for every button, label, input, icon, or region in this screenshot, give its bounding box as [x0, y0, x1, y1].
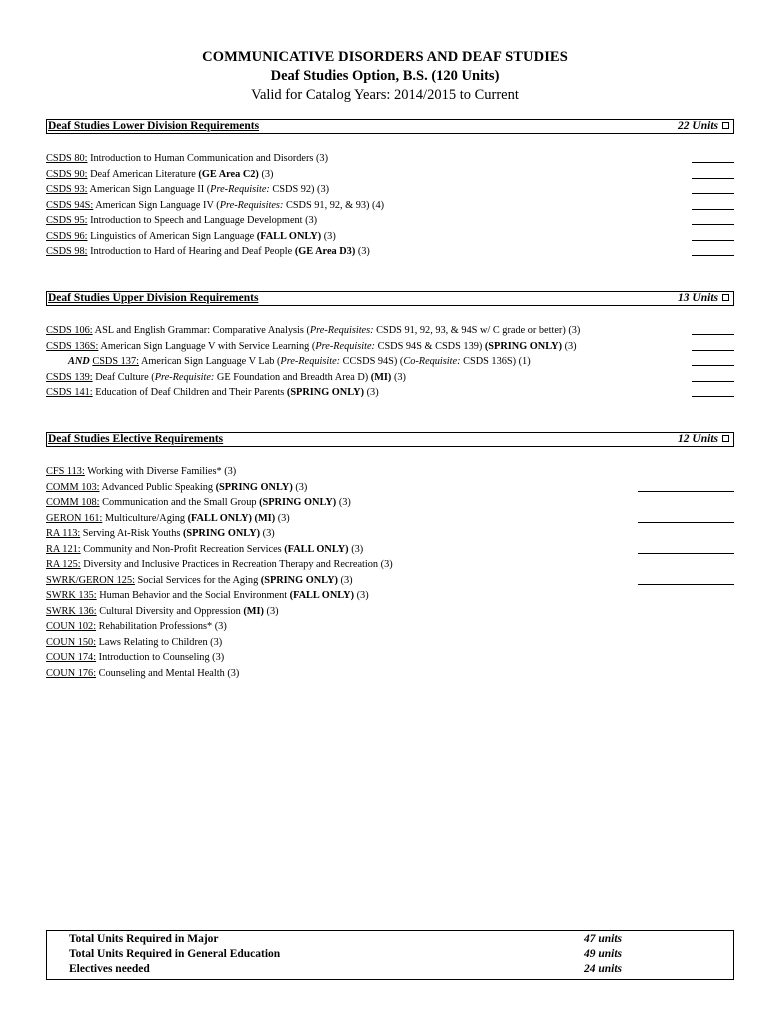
course-code: CSDS 90: [46, 168, 88, 180]
course-list-lower-division [46, 151, 734, 260]
course-text [46, 323, 580, 339]
course-text [46, 666, 239, 682]
course-description: GE Foundation and Breadth Area D) [214, 371, 371, 383]
completion-blank[interactable] [638, 584, 734, 585]
course-row [46, 244, 734, 260]
checkbox[interactable] [722, 122, 729, 129]
completion-blank[interactable] [692, 396, 734, 397]
course-note: Pre-Requisites: [219, 199, 284, 211]
course-note: AND [68, 356, 90, 367]
completion-blank[interactable] [692, 209, 734, 210]
course-description: Serving At-Risk Youths [80, 528, 183, 539]
course-row [46, 588, 734, 604]
course-note: Pre-Requisites: [309, 325, 374, 336]
course-code: COUN 102: [46, 621, 97, 632]
course-description: (3) [562, 340, 577, 352]
course-code: COUN 176: [46, 667, 97, 679]
course-text [46, 635, 222, 651]
course-description: (3) [364, 387, 379, 398]
course-row [46, 464, 734, 480]
course-row [46, 213, 734, 229]
course-text [46, 229, 336, 245]
course-description: (3) [354, 590, 369, 601]
course-code: CSDS 106: [46, 325, 93, 336]
course-description: Counseling and Mental Health (3) [96, 667, 240, 679]
course-description: Community and Non-Profit Recreation Services [80, 543, 285, 555]
course-note: (SPRING ONLY) [260, 574, 338, 586]
course-text [46, 167, 273, 183]
course-row [46, 557, 734, 573]
course-description: (3) [275, 512, 290, 524]
completion-blank[interactable] [692, 334, 734, 335]
course-text [46, 182, 329, 198]
completion-blank[interactable] [638, 522, 734, 523]
course-code: CSDS 141: [46, 387, 93, 398]
course-note: Pre-Requisite: [280, 356, 341, 367]
course-note: (MI) [243, 605, 264, 617]
course-code: CSDS 93: [46, 184, 88, 195]
course-note: (SPRING ONLY) [286, 387, 365, 398]
section-title: Deaf Studies Upper Division Requirements [48, 292, 259, 304]
section-title: Deaf Studies Elective Requirements [48, 433, 224, 445]
course-code: CSDS 136S: [46, 340, 99, 352]
department-title: COMMUNICATIVE DISORDERS AND DEAF STUDIES [202, 49, 568, 65]
course-note: (FALL ONLY) [284, 543, 349, 555]
course-row [46, 198, 734, 214]
course-note: (SPRING ONLY) [259, 497, 337, 508]
course-code: RA 113: [46, 528, 81, 539]
course-description: Deaf American Literature [87, 168, 199, 180]
course-note: (GE Area D3) [294, 246, 356, 257]
course-note: (SPRING ONLY) [215, 481, 293, 493]
course-description: CCSDS 94S) ( [340, 356, 404, 367]
course-note: (FALL ONLY) [256, 230, 322, 242]
course-code: COUN 150: [46, 636, 97, 648]
course-note: (FALL ONLY) [289, 590, 355, 601]
course-description: Deaf Culture ( [92, 371, 155, 383]
course-text [46, 557, 393, 573]
course-row [46, 526, 734, 542]
course-description: Introduction to Human Communication and Disorders (3) [87, 153, 329, 164]
course-text [46, 526, 275, 542]
completion-blank[interactable] [638, 553, 734, 554]
completion-blank[interactable] [692, 178, 734, 179]
course-description: American Sign Language V with Service Learning ( [98, 340, 316, 352]
course-description: (3) [355, 246, 370, 257]
course-description: Advanced Public Speaking [99, 481, 216, 493]
course-code: CSDS 96: [46, 230, 88, 242]
totals-row [69, 932, 669, 947]
course-description: Introduction to Counseling (3) [96, 652, 225, 663]
course-description: Laws Relating to Children (3) [96, 636, 223, 648]
course-row [46, 480, 734, 496]
course-description: (3) [337, 574, 353, 586]
course-description: Social Services for the Aging [134, 574, 261, 586]
course-list-upper-division [46, 323, 734, 401]
course-text [46, 244, 370, 260]
totals-box [46, 930, 734, 980]
checkbox[interactable] [722, 294, 729, 301]
course-description: Human Behavior and the Social Environment [96, 590, 290, 601]
document-header [0, 48, 770, 105]
section-units: 12 Units [678, 433, 729, 446]
course-description: CSDS 91, 92, 93, & 94S w/ C grade or better) (3) [373, 325, 581, 336]
course-description: (3) [258, 168, 274, 180]
course-code: COUN 174: [46, 652, 97, 663]
course-description: CSDS 91, 92, & 93) (4) [283, 199, 385, 211]
totals-label: Electives needed [69, 963, 150, 975]
section-header-upper-division [46, 291, 734, 306]
course-description: American Sign Language IV ( [93, 199, 220, 211]
course-note: (SPRING ONLY) [484, 340, 563, 352]
course-description: CSDS 136S) (1) [460, 356, 531, 367]
course-code: CFS 113: [46, 466, 85, 477]
course-text [46, 480, 307, 496]
course-note: Pre-Requisite: [210, 184, 270, 195]
course-text [46, 542, 363, 558]
course-description: Introduction to Speech and Language Development (3) [87, 215, 318, 226]
course-text [46, 650, 224, 666]
completion-blank[interactable] [692, 193, 734, 194]
section-title: Deaf Studies Lower Division Requirements [48, 120, 260, 132]
course-description: Education of Deaf Children and Their Parents [92, 387, 287, 398]
section-units: 22 Units [678, 120, 729, 133]
course-row [46, 167, 734, 183]
catalog-years: Valid for Catalog Years: 2014/2015 to Current [251, 87, 519, 103]
course-row [46, 354, 734, 370]
course-description: Multiculture/Aging [102, 512, 188, 524]
course-row [46, 495, 734, 511]
course-description: (3) [321, 230, 336, 242]
course-description: ASL and English Grammar: Comparative Analysis ( [92, 325, 310, 336]
course-row [46, 151, 734, 167]
course-text [46, 464, 236, 480]
course-code: COMM 103: [46, 481, 100, 493]
course-text [46, 213, 317, 229]
course-code: RA 125: [46, 559, 81, 570]
course-text [46, 619, 227, 635]
course-note: Co-Requisite: [403, 356, 461, 367]
completion-blank[interactable] [638, 491, 734, 492]
course-row [46, 182, 734, 198]
course-description: American Sign Language V Lab ( [138, 356, 281, 367]
checkbox[interactable] [722, 435, 729, 442]
course-code: CSDS 94S: [46, 199, 94, 211]
course-description: Introduction to Hard of Hearing and Deaf People [87, 246, 295, 257]
course-description: Cultural Diversity and Oppression [96, 605, 244, 617]
course-note: (FALL ONLY) (MI) [187, 512, 276, 524]
course-text [46, 198, 384, 214]
completion-blank[interactable] [692, 224, 734, 225]
course-row [46, 666, 734, 682]
course-note: (GE Area C2) [198, 168, 259, 180]
totals-label: Total Units Required in General Education [69, 948, 281, 960]
section-header-electives [46, 432, 734, 447]
completion-blank[interactable] [692, 350, 734, 351]
course-description: Rehabilitation Professions* (3) [96, 621, 227, 632]
course-description: (3) [391, 371, 406, 383]
course-row [46, 339, 734, 355]
course-description: CSDS 92) (3) [269, 184, 330, 195]
course-text [46, 511, 290, 527]
totals-value: 47 units [584, 933, 623, 945]
course-description: (3) [292, 481, 308, 493]
course-row [46, 323, 734, 339]
course-code: SWRK 135: [46, 590, 97, 601]
course-row [46, 619, 734, 635]
totals-value: 24 units [584, 963, 623, 975]
course-text [46, 495, 351, 511]
totals-value: 49 units [584, 948, 623, 960]
course-description: (3) [348, 543, 364, 555]
totals-row [69, 962, 669, 977]
completion-blank[interactable] [692, 381, 734, 382]
course-description: Diversity and Inclusive Practices in Recreation Therapy and Recreation (3) [80, 559, 393, 570]
course-row [46, 542, 734, 558]
course-text [46, 604, 279, 620]
course-description: Communication and the Small Group [99, 497, 260, 508]
course-note: Pre-Requisite: [315, 340, 375, 352]
course-code: CSDS 80: [46, 153, 88, 164]
course-text [46, 573, 353, 589]
course-row [46, 650, 734, 666]
course-code: SWRK/GERON 125: [46, 574, 135, 586]
program-title: Deaf Studies Option, B.S. (120 Units) [270, 68, 500, 84]
course-code: CSDS 98: [46, 246, 88, 257]
course-code: CSDS 95: [46, 215, 88, 226]
completion-blank[interactable] [692, 365, 734, 366]
course-row [46, 511, 734, 527]
course-description: (3) [263, 605, 279, 617]
section-header-lower-division [46, 119, 734, 134]
course-row [46, 370, 734, 386]
course-row [46, 635, 734, 651]
course-note: Pre-Requisite: [154, 371, 215, 383]
course-row [46, 229, 734, 245]
course-text [46, 370, 406, 386]
totals-label: Total Units Required in Major [69, 933, 219, 945]
course-description: CSDS 94S & CSDS 139) [375, 340, 485, 352]
course-note: (MI) [370, 371, 392, 383]
course-text [46, 339, 577, 355]
completion-blank[interactable] [692, 255, 734, 256]
course-text [46, 151, 328, 167]
course-description: Linguistics of American Sign Language [87, 230, 257, 242]
course-text [46, 588, 369, 604]
course-description: American Sign Language II ( [87, 184, 211, 195]
course-text [46, 385, 379, 401]
course-row [46, 573, 734, 589]
course-code: RA 121: [46, 543, 81, 555]
course-list-electives [46, 464, 734, 681]
course-row [46, 604, 734, 620]
course-text [46, 354, 531, 370]
course-code: GERON 161: [46, 512, 103, 524]
completion-blank[interactable] [692, 240, 734, 241]
section-units: 13 Units [678, 292, 729, 305]
course-code: CSDS 139: [46, 371, 93, 383]
course-code: SWRK 136: [46, 605, 97, 617]
course-note: (SPRING ONLY) [182, 528, 261, 539]
course-description: Working with Diverse Families* (3) [84, 466, 237, 477]
completion-blank[interactable] [692, 162, 734, 163]
course-description: (3) [260, 528, 275, 539]
totals-row [69, 947, 669, 962]
course-description: (3) [336, 497, 351, 508]
course-code: COMM 108: [46, 497, 100, 508]
course-code: CSDS 137: [92, 356, 139, 367]
course-row [46, 385, 734, 401]
